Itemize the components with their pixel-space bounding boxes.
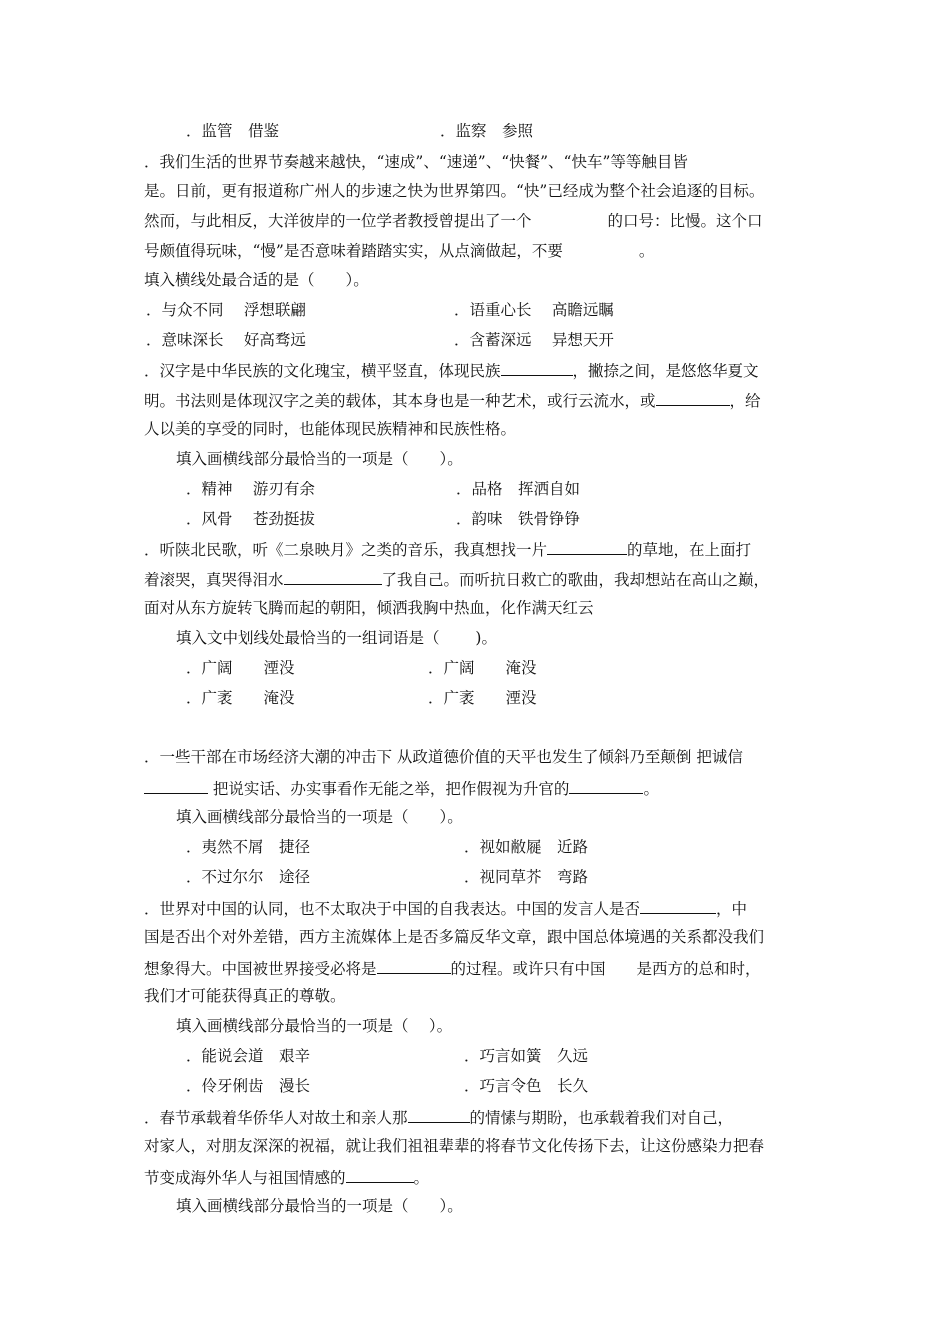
q6-prompt: 填入画横线部分最恰当的一项是（ ）。 — [176, 1197, 463, 1215]
q1-option-c: ．意味深长 好高骛远 — [146, 331, 306, 349]
q3-line-1: ．听陕北民歌，听《二泉映月》之类的音乐，我真想找一片 的草地，在上面打 — [144, 538, 751, 560]
q4-option-a: ．夷然不屑 捷径 — [186, 838, 311, 856]
q5-option-d: ．巧言令色 长久 — [464, 1077, 589, 1095]
q5-line-4: 我们才可能获得真正的尊敬。 — [144, 987, 346, 1005]
q5-option-c: ．伶牙俐齿 漫长 — [186, 1077, 311, 1095]
q3-blank-2[interactable] — [284, 568, 382, 585]
q5-line-3: 想象得大。中国被世界接受必将是 的过程。或许只有中国 是西方的总和时， — [144, 957, 761, 979]
q3-option-d: ．广袤 湮没 — [428, 689, 537, 707]
q1-option-a: ．与众不同 浮想联翩 — [146, 301, 306, 319]
q2-option-a: ．精神 游刃有余 — [186, 480, 315, 498]
q4-line-2: 把说实话、办实事看作无能之举，把作假视为升官的 。 — [144, 777, 659, 799]
q4-blank-2[interactable] — [569, 777, 643, 794]
q6-blank-1[interactable] — [408, 1106, 470, 1123]
q5-option-b: ．巧言如簧 久远 — [464, 1047, 589, 1065]
q1-prompt: 填入横线处最合适的是（ ）。 — [144, 271, 369, 289]
q1-option-b: ．语重心长 高瞻远瞩 — [454, 301, 614, 319]
q4-option-d: ．视同草芥 弯路 — [464, 868, 589, 886]
q2-blank-2[interactable] — [656, 389, 730, 406]
q2-option-d: ．韵味 铁骨铮铮 — [456, 510, 581, 528]
q1-line-3: 然而，与此相反，大洋彼岸的一位学者教授曾提出了一个 的口号：比慢。这个口 — [144, 212, 763, 230]
q5-blank-2[interactable] — [377, 957, 451, 974]
q1-line-1: ．我们生活的世界节奏越来越快，“速成”、“速递”、“快餐”、“快车”等等触目皆 — [144, 153, 688, 171]
q5-option-a: ．能说会道 艰辛 — [186, 1047, 311, 1065]
q6-blank-2[interactable] — [346, 1166, 414, 1183]
q3-prompt: 填入文中划线处最恰当的一组词语是（ )。 — [176, 629, 497, 647]
q4-line-1: ．一些干部在市场经济大潮的冲击下 从政道德价值的天平也发生了倾斜乃至颠倒 把诚信 — [144, 748, 743, 766]
q0-option-d: ．监察 参照 — [440, 122, 534, 140]
q2-blank-1[interactable] — [501, 359, 573, 376]
q4-prompt: 填入画横线部分最恰当的一项是（ ）。 — [176, 808, 463, 826]
q4-blank-1[interactable] — [144, 777, 208, 794]
q2-option-b: ．品格 挥洒自如 — [456, 480, 581, 498]
q3-option-a: ．广阔 湮没 — [186, 659, 295, 677]
q6-line-2: 对家人，对朋友深深的祝福，就让我们祖祖辈辈的将春节文化传扬下去，让这份感染力把春 — [144, 1137, 765, 1155]
q4-option-c: ．不过尔尔 途径 — [186, 868, 311, 886]
q0-option-c: ．监管 借鉴 — [186, 122, 280, 140]
q5-line-2: 国是否出个对外差错，西方主流媒体上是否多篇反华文章，跟中国总体境遇的关系都没我们 — [144, 928, 765, 946]
q3-line-2: 着滚哭，真哭得泪水 了我自己。而听抗日救亡的歌曲，我却想站在高山之巅， — [144, 568, 769, 590]
q3-line-3: 面对从东方旋转飞腾而起的朝阳，倾洒我胸中热血，化作满天红云 — [144, 599, 594, 617]
q4-option-b: ．视如敝屣 近路 — [464, 838, 589, 856]
q2-option-c: ．风骨 苍劲挺拔 — [186, 510, 315, 528]
q2-line-1: ．汉字是中华民族的文化瑰宝，横平竖直，体现民族 ，撇捺之间，是悠悠华夏文 — [144, 359, 759, 381]
q3-option-c: ．广袤 淹没 — [186, 689, 295, 707]
q3-blank-1[interactable] — [547, 538, 627, 555]
q5-line-1: ．世界对中国的认同，也不太取决于中国的自我表达。中国的发言人是否 ，中 — [144, 897, 747, 919]
q3-option-b: ．广阔 淹没 — [428, 659, 537, 677]
q2-prompt: 填入画横线部分最恰当的一项是（ ）。 — [176, 450, 463, 468]
q5-prompt: 填入画横线部分最恰当的一项是（ ）。 — [176, 1017, 453, 1035]
q2-line-3: 人以美的享受的同时，也能体现民族精神和民族性格。 — [144, 420, 517, 438]
q6-line-3: 节变成海外华人与祖国情感的 。 — [144, 1166, 429, 1188]
q5-blank-1[interactable] — [640, 897, 716, 914]
q1-line-2: 是。日前，更有报道称广州人的步速之快为世界第四。“快”已经成为整个社会追逐的目标。 — [144, 182, 765, 200]
q2-line-2: 明。书法则是体现汉字之美的载体，其本身也是一种艺术，或行云流水，或 ，给 — [144, 389, 761, 411]
q6-line-1: ．春节承载着华侨华人对故土和亲人那 的情愫与期盼，也承载着我们对自己， — [144, 1106, 733, 1128]
q1-option-d: ．含蓄深远 异想天开 — [454, 331, 614, 349]
q1-line-4: 号颇值得玩味，“慢”是否意味着踏踏实实，从点滴做起，不要 。 — [144, 242, 655, 260]
